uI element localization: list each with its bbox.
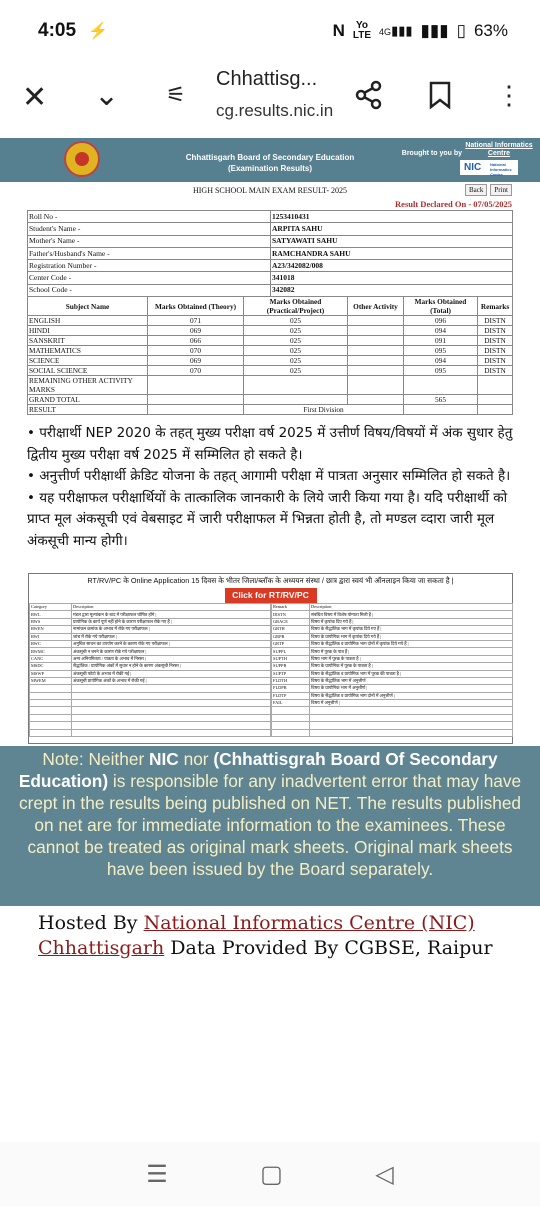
info-row: Father's/Husband's Name - RAMCHANDRA SAHU (28, 247, 513, 259)
note-1: • परीक्षार्थी NEP 2020 के तहत् मुख्य परीक्षा वर्ष 2025 में उत्तीर्ण विषय/विषयों में अंक सुधार हेतु द्वितीय मुख्य परीक्षा वर्ष 2025 में सम्मिलित हो सकते है। (27, 425, 513, 463)
table-row: SUPPR विषय के प्रायोगिक में पूरक के पात्रता है | (272, 663, 513, 670)
brought-by: Brought to you by National Informatics Centre (401, 142, 533, 157)
result-row: RESULT First Division (28, 405, 513, 415)
site-header (0, 138, 540, 182)
note-2: • अनुत्तीर्ण परीक्षार्थी क्रेडिट योजना के तहत् आगामी परीक्षा में पात्रता अनुसार सम्मिलित हो सकते है। (27, 468, 511, 484)
rt-rv-pc-box (28, 573, 513, 744)
rt-info: RT/RV/PC के Online Application 15 दिवस के भीतर जिला/ब्लॉक के अध्ययन संस्था / छात्र द्वारा स्वयं भी ऑनलाइन किया जा सकता है | (87, 576, 454, 585)
page-title: Chhattisg... (216, 68, 318, 90)
table-row: GRTH विषय के सैद्धांतिक भाग में कृपांक दिये गए हैं | (272, 626, 513, 633)
marks-row: SCIENCE 069 025 094 DISTN (28, 356, 513, 366)
info-row: Roll No - 1253410431 (28, 211, 513, 223)
table-row: GRPR विषय के प्रायोगिक भाग में कृपांक दिये गये हैं | (272, 633, 513, 640)
disclaimer-box: Note: Neither NIC nor (Chhattisgrah Board Of Secondary Education) is responsible for any inadvertent error that may have crept in the results being published on NET. The results published on net are for immediate information to the examinees. These cannot be treated as original mark sheets. Original mark sheets have been issued by the Board separately. (0, 746, 540, 906)
remarks-table: Remark Description DISTN संबंधित विषय में विशेष योग्यता मिली है | GRACE विषय में कृपांक दिए गये हैं | GRTH विषय के सैद्धांतिक भाग में कृपांक दिये गए हैं | GRPR विषय के प्रायोगिक भाग में कृपांक दिये गये हैं | GRTP विषय के सैद्धांतिक व प्रायोगिक भाग दोनों में कृपांक दिये गये हैं | SUPPL विषय में पूरक के पात्र हैं | SUPTH विषय भाग में पूरक के पात्रता है | SUPPR विषय के प्रायोगिक में पूरक के पात्रता है | SUPTP विषय के सैद्धांतिक व प्रायोगिक भाग में पूरक की पात्रता है | FLDTH विषय के सैद्धांतिक भाग में अनुत्तीर्ण FLDPR विषय के प्रायोगिक भाग में अनुत्तीर्ण | FLDTP विषय के सैद्धांतिक व प्रायोगिक भाग दोनों में अनुत्तीर्ण | FAIL विषय में अनुत्तीर्ण | (271, 603, 513, 737)
page-settings-icon[interactable]: ⚟ (166, 82, 186, 107)
note-3: • यह परीक्षाफल परीक्षार्थियों के तात्कालिक जानकारी के लिये जारी किया गया है। यदि परीक्षार्थी को प्राप्त मूल अंकसूची एवं वेबसाइट में जारी परीक्षाफल में भिन्नता होती है, तो मण्डल व्दारा जारी मूल अंकसूची मान्य होगी। (27, 489, 508, 549)
table-row (30, 685, 271, 692)
table-row: GRACE विषय में कृपांक दिए गये हैं | (272, 618, 513, 625)
table-row: RWC अनुचित साधन का उपयोग करने के कारण रोके गए परीक्षाफल | (30, 640, 271, 647)
table-row (272, 729, 513, 736)
table-row (272, 707, 513, 714)
grand-total-row: GRAND TOTAL 565 (28, 395, 513, 405)
marks-row: MATHEMATICS 070 025 095 DISTN (28, 346, 513, 356)
result-declared-date: Result Declared On - 07/05/2025 (395, 199, 512, 209)
remaining-activity-row: REMAINING OTHER ACTIVITY MARKS (28, 376, 513, 395)
table-row: RWI जांच में रोके गये परीक्षाफल | (30, 633, 271, 640)
print-button[interactable]: Print (490, 184, 512, 196)
table-row: RWEN नामांकन क्रमांक के अभाव में रोके गए परीक्षाफल | (30, 626, 271, 633)
table-row: MSWP अंकसूची फोटो के अभाव में रोकी गई | (30, 670, 271, 677)
table-row: DISTN संबंधित विषय में विशेष योग्यता मिली है | (272, 611, 513, 618)
table-row: FAIL विषय में अनुत्तीर्ण | (272, 700, 513, 707)
table-row: FLDTH विषय के सैद्धांतिक भाग में अनुत्तीर्ण (272, 677, 513, 684)
table-row (30, 700, 271, 707)
board-title: Chhattisgarh Board of Secondary Education (Examination Results) (185, 153, 355, 173)
rt-rv-pc-button[interactable]: Click for RT/RV/PC (225, 588, 317, 603)
student-info-table (27, 210, 513, 297)
battery-icon: ▯ (456, 21, 466, 40)
result-page (0, 138, 540, 1230)
table-row: MWEM अंकसूची प्रायोगिक अंकों के अभाव में रोकी गई | (30, 677, 271, 684)
col-other: Other Activity (348, 297, 404, 316)
status-time: 4:05 (38, 20, 77, 41)
table-row: SUPTH विषय भाग में पूरक के पात्रता है | (272, 655, 513, 662)
browser-toolbar (0, 62, 540, 138)
category-table: Category Description RWL मंडल द्वारा मूल्यांकन के बाद में परीक्षाफल घोषित होंगे | RWS प्रायोगिक के कार्य पूर्ण नहीं होने के कारण परीक्षाफल रोके गए हैं | RWEN नामांकन क्रमांक के अभाव में रोके गए परीक्षाफल | RWI जांच में रोके गये परीक्षाफल | RWC अनुचित साधन का उपयोग करने के कारण रोके गए परीक्षाफल | RWMC अंकसूची न बनने के कारण रोके गये परीक्षाफल | CANC अन्य अनियमितता / पात्रता के अभाव में निरस्त | MSDC सैद्धांतिक / प्रायोगिक अंकों में सुधार न होने के कारण अंकसूची निरस्त | MSWP अंकसूची फोटो के अभाव में रोकी गई | MWEM अंकसूची प्रायोगिक अंकों के अभाव में रोकी गई | (29, 603, 271, 737)
nic-logo: NIC National Informatics Centre (460, 160, 518, 175)
back-button[interactable]: Back (465, 184, 487, 196)
url-box[interactable] (216, 68, 333, 121)
info-row: School Code - 342082 (28, 284, 513, 296)
col-subject: Subject Name (28, 297, 148, 316)
nic-footer-link[interactable]: National Informatics Centre (NIC) (143, 912, 475, 934)
marks-row: ENGLISH 071 025 096 DISTN (28, 316, 513, 326)
result-value: First Division (244, 405, 404, 415)
share-icon[interactable] (354, 80, 384, 110)
info-row: Center Code - 341018 (28, 272, 513, 284)
notification-icon: ⚡ (88, 23, 108, 40)
signal-icon: ▮▮▮ (420, 21, 449, 40)
col-remarks: Remarks (478, 297, 513, 316)
page-url: cg.results.nic.in (216, 101, 334, 120)
table-row: RWL मंडल द्वारा मूल्यांकन के बाद में परीक्षाफल घोषित होंगे | (30, 611, 271, 618)
marks-row: SANSKRIT 066 025 091 DISTN (28, 336, 513, 346)
info-row: Student's Name - ARPITA SAHU (28, 223, 513, 235)
volte-indicator: Yo LTE (352, 20, 372, 41)
nic-link[interactable]: National Informatics Centre (465, 142, 533, 157)
table-row: FLDPR विषय के प्रायोगिक भाग में अनुत्तीर्ण | (272, 685, 513, 692)
info-row: Mother's Name - SATYAWATI SAHU (28, 235, 513, 247)
grand-total: 565 (404, 395, 478, 405)
table-row: RWS प्रायोगिक के कार्य पूर्ण नहीं होने के कारण परीक्षाफल रोके गए हैं | (30, 618, 271, 625)
chhattisgarh-link[interactable]: Chhattisgarh (38, 937, 165, 959)
table-row (30, 722, 271, 729)
home-icon[interactable]: ▢ (260, 1160, 283, 1188)
col-practical: Marks Obtained (Practical/Project) (244, 297, 348, 316)
table-row: GRTP विषय के सैद्धांतिक व प्रायोगिक भाग दोनों में कृपांक दिये गये हैं | (272, 640, 513, 647)
bookmark-icon[interactable] (428, 80, 452, 110)
recents-icon[interactable]: ☰ (146, 1160, 168, 1188)
table-row: SUPTP विषय के सैद्धांतिक व प्रायोगिक भाग में पूरक की पात्रता है | (272, 670, 513, 677)
instructions (27, 423, 517, 552)
table-row (272, 714, 513, 721)
table-row (30, 692, 271, 699)
table-row: CANC अन्य अनियमितता / पात्रता के अभाव में निरस्त | (30, 655, 271, 662)
hosted-by: Hosted By National Informatics Centre (NIC) Chhattisgarh Data Provided By CGBSE, Raipur (38, 912, 493, 959)
signal-4g-icon: 4G▮▮▮ (379, 23, 413, 38)
col-total: Marks Obtained (Total) (404, 297, 478, 316)
table-row: SUPPL विषय में पूरक के पात्र हैं | (272, 648, 513, 655)
table-row (272, 722, 513, 729)
table-row (30, 707, 271, 714)
android-nav-bar (0, 1142, 540, 1206)
marks-row: HINDI 069 025 094 DISTN (28, 326, 513, 336)
close-icon[interactable]: ✕ (22, 81, 48, 114)
col-theory: Marks Obtained (Theory) (148, 297, 244, 316)
info-row: Registration Number - A23/342082/008 (28, 260, 513, 272)
nfc-icon: N (332, 21, 345, 40)
table-row: RWMC अंकसूची न बनने के कारण रोके गये परीक्षाफल | (30, 648, 271, 655)
battery-percent: 63% (473, 21, 508, 40)
status-bar (0, 0, 540, 62)
table-row: MSDC सैद्धांतिक / प्रायोगिक अंकों में सुधार न होने के कारण अंकसूची निरस्त | (30, 663, 271, 670)
marks-row: SOCIAL SCIENCE 070 025 095 DISTN (28, 366, 513, 376)
exam-title: HIGH SCHOOL MAIN EXAM RESULT- 2025 (192, 186, 347, 195)
chevron-down-icon[interactable]: ⌄ (94, 79, 120, 112)
table-row (30, 729, 271, 736)
table-row (30, 714, 271, 721)
more-menu-icon[interactable]: ⋮ (496, 80, 522, 110)
table-row: FLDTP विषय के सैद्धांतिक व प्रायोगिक भाग दोनों में अनुत्तीर्ण | (272, 692, 513, 699)
marks-table (27, 296, 513, 415)
cgbse-logo (64, 141, 100, 177)
back-icon[interactable]: ◁ (375, 1160, 394, 1188)
